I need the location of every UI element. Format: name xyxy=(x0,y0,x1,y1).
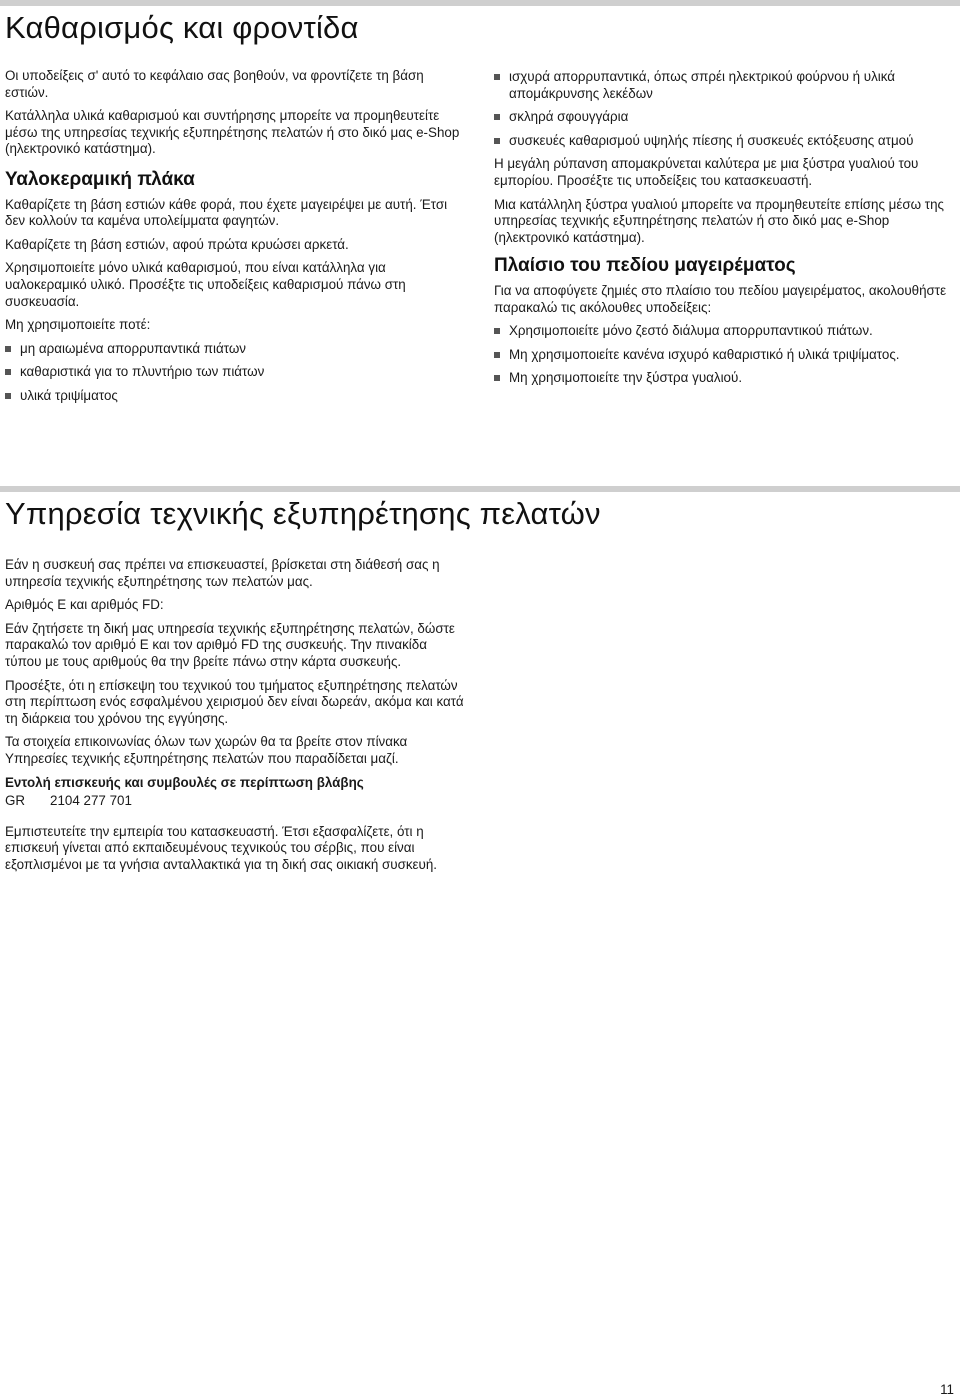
subtitle-hob-frame: Πλαίσιο του πεδίου μαγειρέματος xyxy=(494,255,796,277)
service-column xyxy=(5,557,467,881)
list-item: Μη χρησιμοποιείτε κανένα ισχυρό καθαριστικό ή υλικά τριψίματος. xyxy=(494,347,954,364)
section-divider-bar xyxy=(0,486,960,492)
service-paragraph-3: Προσέξτε, ότι η επίσκεψη του τεχνικού του τμήματος εξυπηρέτησης πελατών στη περίπτωση ενός εσφαλμένου χειρισμού δεν είναι δωρεάν, ακόμα και κατά τη διάρκεια του χρόνου της εγγύησης. xyxy=(5,677,464,726)
square-bullet-icon xyxy=(494,375,500,381)
left-column xyxy=(5,68,467,412)
list-item: ισχυρά απορρυπαντικά, όπως σπρέι ηλεκτρικού φούρνου ή υλικά απομάκρυνσης λεκέδων xyxy=(494,69,954,102)
list-item: καθαριστικά για το πλυντήριο των πιάτων xyxy=(5,364,467,381)
intro-paragraph: Οι υποδείξεις σ' αυτό το κεφάλαιο σας βοηθούν, να φροντίζετε τη βάση εστιών. xyxy=(5,68,424,100)
list-item: υλικά τριψίματος xyxy=(5,388,467,405)
list-item: μη αραιωμένα απορρυπαντικά πιάτων xyxy=(5,341,467,358)
square-bullet-icon xyxy=(494,138,500,144)
square-bullet-icon xyxy=(494,74,500,80)
service-paragraph-2: Εάν ζητήσετε τη δική μας υπηρεσία τεχνικής εξυπηρέτησης πελατών, δώστε παρακαλώ τον αριθμό E και τον αριθμό FD της συσκευής. Την πινακίδα τύπου με τους αριθμούς θα την βρείτε πάνω στην κάρτα συσκευής. xyxy=(5,620,455,669)
glass-paragraph-1: Καθαρίζετε τη βάση εστιών κάθε φορά, που έχετε μαγειρέψει με αυτή. Έτσι δεν κολλούν τα καμένα υπολείμματα φαγητών. xyxy=(5,196,448,229)
service-paragraph-5: Εμπιστευτείτε την εμπειρία του κατασκευαστή. Έτσι εξασφαλίζετε, ότι η επισκευή γίνεται από εκπαιδευμένους τεχνικούς του σέρβις, που είναι εξοπλισμένοι με τα γνήσια ανταλλακτικά για τη δική σας οικιακή συσκευή. xyxy=(5,823,437,872)
section-title-customer-service: Υπηρεσία τεχνικής εξυπηρέτησης πελατών xyxy=(5,496,601,531)
top-divider-bar xyxy=(0,0,960,6)
subtitle-glass-ceramic: Υαλοκεραμική πλάκα xyxy=(5,168,195,190)
materials-paragraph: Κατάλληλα υλικά καθαρισμού και συντήρησης μπορείτε να προμηθευτείτε μέσω της υπηρεσίας τεχνικής εξυπηρέτησης πελατών ή στο δικό μας e-Shop (ηλεκτρονικό κατάστημα). xyxy=(5,108,460,157)
repair-label: Εντολή επισκευής και συμβουλές σε περίπτωση βλάβης xyxy=(5,774,364,790)
right-column xyxy=(494,69,954,394)
numbers-label: Αριθμός E και αριθμός FD: xyxy=(5,597,164,613)
phone-row xyxy=(5,793,467,810)
never-use-list-continued xyxy=(494,69,954,149)
never-use-list xyxy=(5,341,467,405)
list-item: συσκευές καθαρισμού υψηλής πίεσης ή συσκευές εκτόξευσης ατμού xyxy=(494,133,954,150)
frame-intro: Για να αποφύγετε ζημιές στο πλαίσιο του πεδίου μαγειρέματος, ακολουθήστε παρακαλώ τις ακόλουθες υποδείξεις: xyxy=(494,282,947,315)
page-number: 11 xyxy=(940,1382,954,1397)
square-bullet-icon xyxy=(494,328,500,334)
section-title-cleaning: Καθαρισμός και φροντίδα xyxy=(5,10,359,45)
service-paragraph-4: Τα στοιχεία επικοινωνίας όλων των χωρών θα τα βρείτε στον πίνακα Υπηρεσίες τεχνικής εξυπηρέτησης πελατών που παραδίδεται μαζί. xyxy=(5,734,408,766)
frame-list xyxy=(494,323,954,387)
country-code: GR xyxy=(5,793,26,809)
square-bullet-icon xyxy=(5,369,11,375)
list-item: Χρησιμοποιείτε μόνο ζεστό διάλυμα απορρυπαντικού πιάτων. xyxy=(494,323,954,340)
square-bullet-icon xyxy=(5,393,11,399)
glass-paragraph-2: Καθαρίζετε τη βάση εστιών, αφού πρώτα κρυώσει αρκετά. xyxy=(5,236,349,252)
square-bullet-icon xyxy=(5,346,11,352)
list-item: σκληρά σφουγγάρια xyxy=(494,109,954,126)
dirt-paragraph: Η μεγάλη ρύπανση απομακρύνεται καλύτερα με μια ξύστρα γυαλιού του εμπορίου. Προσέξτε τις υποδείξεις του κατασκευαστή. xyxy=(494,156,919,188)
never-use-label: Μη χρησιμοποιείτε ποτέ: xyxy=(5,317,151,333)
square-bullet-icon xyxy=(494,114,500,120)
square-bullet-icon xyxy=(494,352,500,358)
phone-number: 2104 277 701 xyxy=(50,793,132,809)
list-item: Μη χρησιμοποιείτε την ξύστρα γυαλιού. xyxy=(494,370,954,387)
service-paragraph-1: Εάν η συσκευή σας πρέπει να επισκευαστεί, βρίσκεται στη διάθεσή σας η υπηρεσία τεχνικής εξυπηρέτησης των πελατών μας. xyxy=(5,557,440,589)
glass-paragraph-3: Χρησιμοποιείτε μόνο υλικά καθαρισμού, που είναι κατάλληλα για υαλοκεραμικό υλικό. Προσέξτε τις υποδείξεις καθαρισμού πάνω στη συσκευασία. xyxy=(5,260,406,309)
scraper-paragraph: Μια κατάλληλη ξύστρα γυαλιού μπορείτε να προμηθευτείτε επίσης μέσω της υπηρεσίας τεχνικής εξυπηρέτησης πελατών ή στο δικό μας e-Shop (ηλεκτρονικό κατάστημα). xyxy=(494,196,944,245)
